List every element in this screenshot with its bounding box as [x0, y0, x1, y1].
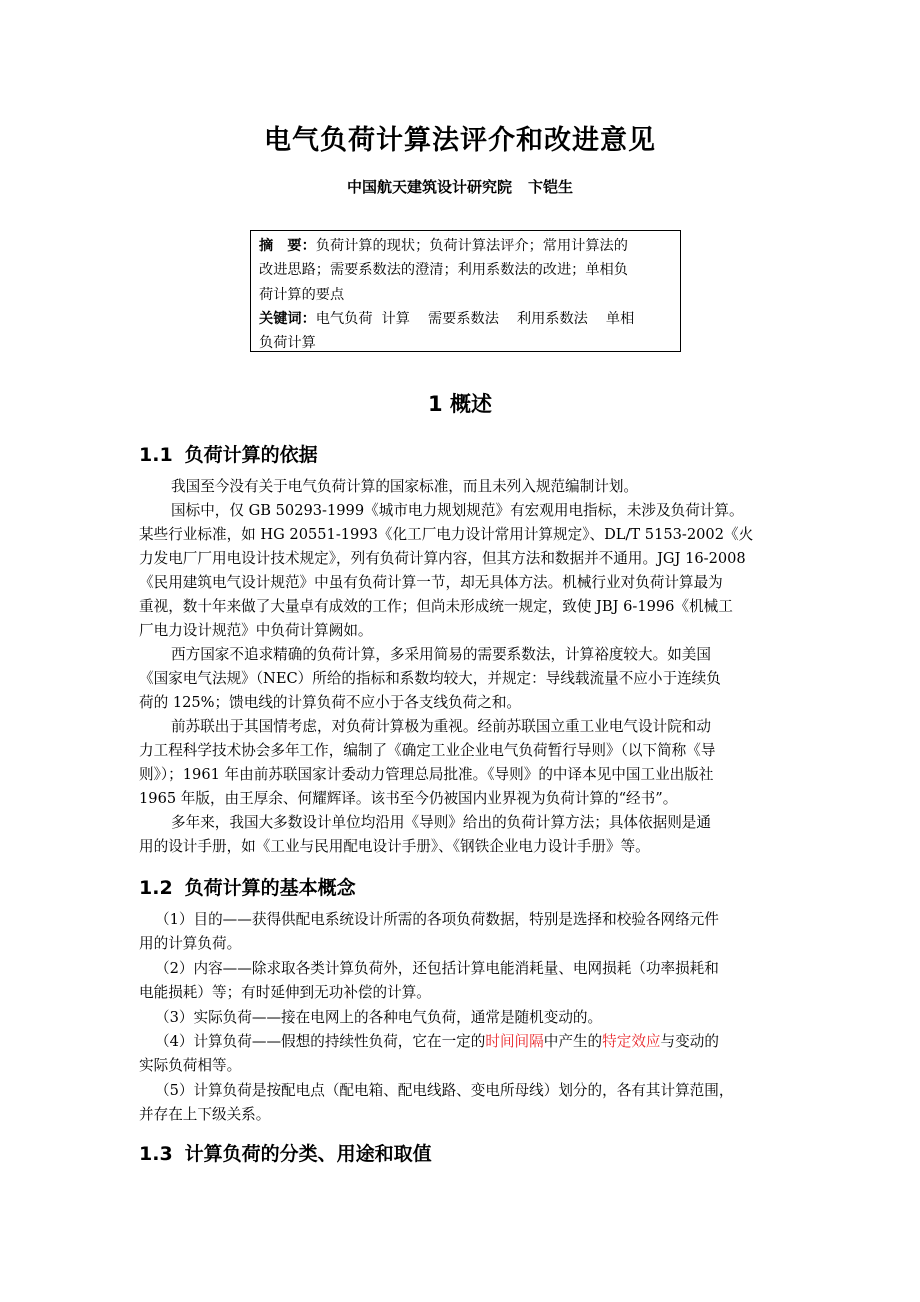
list-item-line: 电能损耗）等；有时延伸到无功补偿的计算。 [139, 984, 431, 1001]
author-line [0, 176, 920, 197]
keywords-line: 负荷计算 [259, 335, 316, 352]
list-item-line: （1）目的——获得供配电系统设计所需的各项负荷数据，特别是选择和校验各网络元件 [155, 911, 719, 928]
paragraph-line: 力发电厂厂用电设计技术规定》，列有负荷计算内容，但其方法和数据并不通用。JGJ 16-2008 [139, 550, 746, 567]
author-institute: 中国航天建筑设计研究院 [346, 178, 512, 196]
paragraph-line: 用的设计手册，如《工业与民用配电设计手册》、《钢铁企业电力设计手册》等。 [139, 838, 650, 855]
abstract-line: 荷计算的要点 [259, 286, 345, 303]
paragraph-line: 前苏联出于其国情考虑，对负荷计算极为重视。经前苏联国立重工业电气设计院和动 [171, 718, 711, 735]
text-run: （4）计算负荷——假想的持续性负荷，它在一定的 [155, 1033, 486, 1050]
paragraph-line: 《国家电气法规》（NEC）所给的指标和系数均较大，并规定：导线载流量不应小于连续负 [139, 670, 721, 687]
paragraph-line: 则》）；1961 年由前苏联国家计委动力管理总局批准。《导则》的中译本见中国工业出版社 [139, 766, 714, 783]
abstract-line [259, 234, 676, 258]
text-run: 与变动的 [660, 1033, 719, 1050]
paragraph-line: 国标中，仅 GB 50293-1999《城市电力规划规范》有宏观用电指标，未涉及负荷计算。 [171, 502, 744, 519]
document-title: 电气负荷计算法评介和改进意见 [264, 125, 656, 156]
text-run: 中产生的 [543, 1033, 603, 1050]
subsection-title: 计算负荷的分类、用途和取值 [184, 1143, 432, 1165]
paragraph-line: 重视，数十年来做了大量卓有成效的工作；但尚未形成统一规定，致使 JBJ 6-1996《机械工 [139, 598, 733, 615]
subsection-heading [139, 873, 356, 900]
paragraph-line: 荷的 125%；馈电线的计算负荷不应小于各支线负荷之和。 [139, 694, 522, 711]
highlighted-term: 特定效应 [602, 1033, 661, 1050]
paragraph-line: 我国至今没有关于电气负荷计算的国家标准，而且未列入规范编制计划。 [171, 478, 639, 495]
list-item-line [155, 1032, 719, 1052]
paragraph-line: 多年来，我国大多数设计单位均沿用《导则》给出的负荷计算方法；具体依据则是通 [171, 814, 711, 831]
list-item-line: 实际负荷相等。 [139, 1057, 242, 1074]
subsection-number: 1.3 [139, 1143, 173, 1165]
keywords-label: 关键词： [259, 310, 316, 327]
paragraph-line: 力工程科学技术协会多年工作，编制了《确定工业企业电气负荷暂行导则》（以下简称《导 [139, 742, 716, 759]
paragraph-line: 《民用建筑电气设计规范》中虽有负荷计算一节，却无具体方法。机械行业对负荷计算最为 [139, 574, 723, 591]
subsection-number: 1.2 [139, 877, 173, 899]
subsection-heading [139, 1139, 432, 1166]
list-item-line: 用的计算负荷。 [139, 935, 242, 952]
author-name: 卞铠生 [528, 178, 574, 196]
section-heading: 1 概述 [428, 392, 492, 416]
list-item-line: （5）计算负荷是按配电点（配电箱、配电线路、变电所母线）划分的，各有其计算范围， [155, 1082, 734, 1099]
subsection-heading [139, 440, 318, 467]
subsection-title: 负荷计算的基本概念 [184, 877, 356, 899]
paragraph-line: 厂电力设计规范》中负荷计算阙如。 [139, 622, 373, 639]
keywords-text: 电气负荷 计算 需要系数法 利用系数法 单相 [315, 310, 635, 327]
keywords-line [259, 307, 676, 331]
abstract-box [250, 230, 681, 352]
list-item-line: （3）实际负荷——接在电网上的各种电气负荷，通常是随机变动的。 [155, 1009, 603, 1026]
abstract-text: 负荷计算的现状；负荷计算法评介；常用计算法的 [315, 238, 628, 254]
abstract-line: 改进思路；需要系数法的澄清；利用系数法的改进；单相负 [259, 262, 628, 279]
highlighted-term: 时间间隔 [485, 1033, 544, 1050]
subsection-number: 1.1 [139, 444, 173, 466]
paragraph-line: 西方国家不追求精确的负荷计算，多采用简易的需要系数法，计算裕度较大。如美国 [171, 646, 711, 663]
list-item-line: 并存在上下级关系。 [139, 1106, 271, 1123]
list-item-line: （2）内容——除求取各类计算负荷外，还包括计算电能消耗量、电网损耗（功率损耗和 [155, 960, 719, 977]
paragraph-line: 1965 年版，由王厚余、何耀辉译。该书至今仍被国内业界视为负荷计算的“经书”。 [139, 790, 678, 807]
paragraph-line: 某些行业标准，如 HG 20551-1993《化工厂电力设计常用计算规定》、DL/T 5153-2002《火 [139, 526, 754, 543]
abstract-label: 摘 要： [259, 238, 316, 254]
subsection-title: 负荷计算的依据 [184, 444, 318, 466]
